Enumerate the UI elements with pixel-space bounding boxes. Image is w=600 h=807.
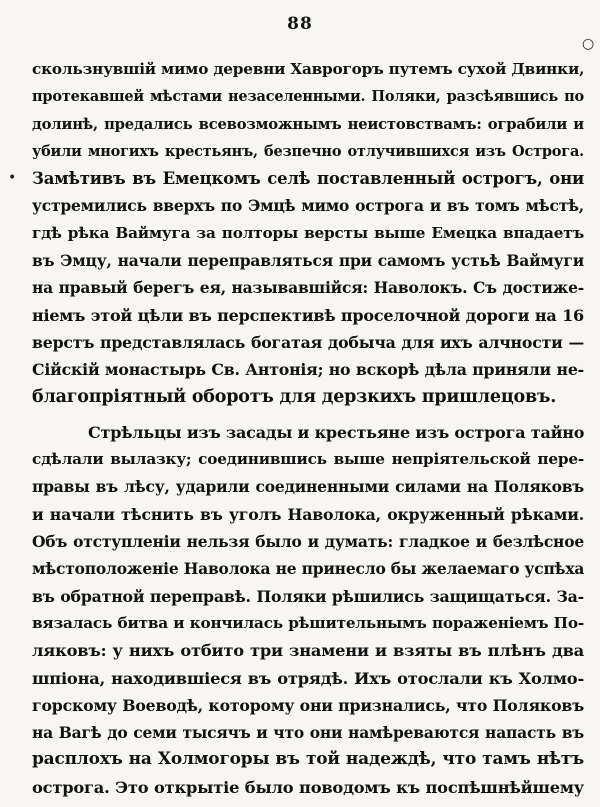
text-line: Сійскій монастырь Св. Антонія; но вскорѣ дѣла приняли не-: [32, 360, 584, 380]
text-line: устремились вверхъ по Эмцѣ мимо острога и въ томъ мѣстѣ,: [32, 196, 584, 216]
margin-dot-mark: •: [8, 170, 17, 186]
text-line: ляковъ: у нихъ отбито три знамени и взяты въ плѣнъ два: [32, 641, 584, 661]
text-line: вязалась битва и кончилась рѣшительнымъ пораженіемъ По-: [32, 613, 584, 632]
text-line: благопріятный оборотъ для дерзкихъ пришлецовъ.: [32, 386, 557, 407]
text-line: долинѣ, предались всевозможнымъ неистовствамъ: ограбили и: [32, 115, 584, 133]
text-line: мѣстоположеніе Наволока не принесло бы желаемаго успѣха: [32, 559, 584, 579]
text-line: шпіона, находившіеся въ отрядѣ. Ихъ отослали къ Холмо-: [32, 668, 584, 688]
text-line: гдѣ рѣка Ваймуга за полторы версты выше Емецка впадаетъ: [32, 223, 584, 242]
margin-circle-mark: ○: [582, 36, 595, 52]
text-line: Стрѣльцы изъ засады и крестьяне изъ острога тайно: [88, 422, 584, 442]
text-line: ніемъ этой цѣли въ перспективѣ проселочной дороги на 16: [32, 305, 584, 325]
text-line: въ обратной переправѣ. Поляки рѣшились защищаться. За-: [32, 586, 584, 606]
paragraph-2: [32, 419, 584, 801]
text-line: Объ отступленіи нельзя было и думать: гладкое и безлѣсное: [32, 532, 584, 552]
page-text: [32, 56, 584, 801]
text-line: на правый берегъ ея, называвшійся: Наволокъ. Съ достиже-: [32, 278, 584, 298]
text-line: въ Эмцу, начали переправляться при самомъ устьѣ Ваймуги: [32, 251, 584, 271]
paragraph-1: [32, 56, 584, 411]
text-line: горскому Воеводѣ, которому они признались, что Поляковъ: [32, 695, 584, 715]
text-line: верстъ представлялась богатая добыча для ихъ алчности —: [32, 332, 584, 352]
text-line: скользнувшій мимо деревни Хаврогоръ путемъ сухой Двинки,: [32, 60, 584, 78]
text-line: Замѣтивъ въ Емецкомъ селѣ поставленный острогъ, они: [32, 169, 584, 189]
text-line: протекавшей мѣстами незаселенными. Поляки, разсѣявшись по: [32, 88, 584, 106]
text-line: на Вагѣ до семи тысячъ и что они намѣреваются напасть въ: [32, 723, 584, 743]
text-line: правы въ лѣсу, ударили соединенными силами на Поляковъ: [32, 477, 584, 497]
text-line: и начали тѣснить въ уголъ Наволока, окруженный рѣками.: [32, 504, 584, 524]
text-line: сдѣлали вылазку; соединившись выше непріятельской пере-: [32, 450, 584, 469]
text-line: убили многихъ крестьянъ, безпечно отлучившихся изъ Острога.: [32, 142, 584, 160]
text-line: острога. Это открытіе было поводомъ къ поспѣшнѣйшему: [32, 777, 584, 797]
page-number: 88: [287, 14, 313, 34]
text-line: расплохъ на Холмогоры въ той надеждѣ, что тамъ нѣтъ: [32, 749, 584, 770]
